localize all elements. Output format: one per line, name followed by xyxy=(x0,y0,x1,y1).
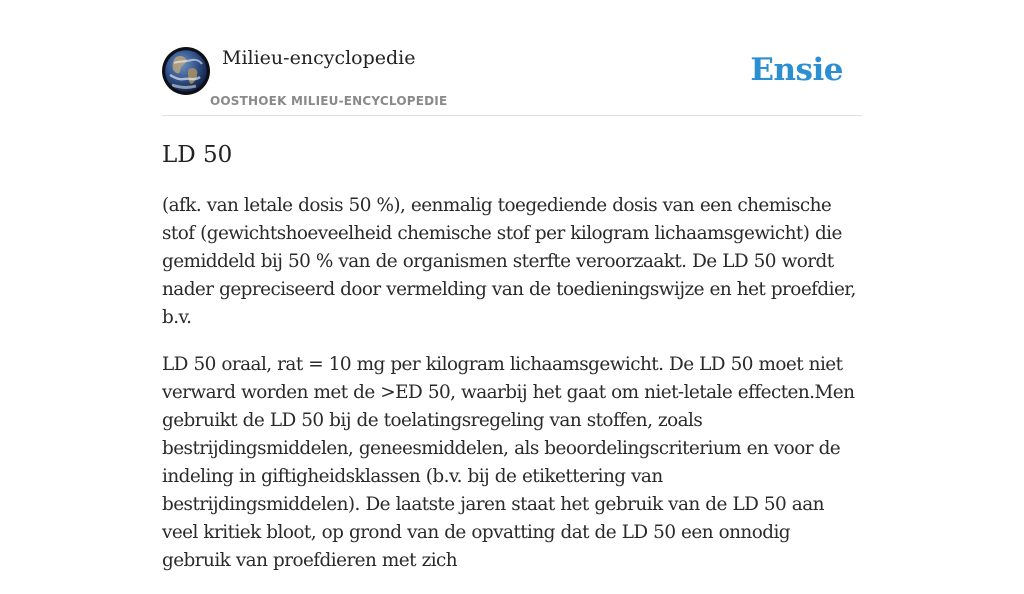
site-name[interactable]: Milieu-encyclopedie xyxy=(222,47,416,69)
article-paragraph: LD 50 oraal, rat = 10 mg per kilogram lichaamsgewicht. De LD 50 moet niet verward worden met de >ED 50, waarbij het gaat om niet-letale effecten.Men gebruikt de LD 50 bij de toelatingsregeling van stoffen, zoals bestrijdingsmiddelen, geneesmiddelen, als beoordelingscriterium en voor de indeling in giftigheidsklassen (b.v. bij de etikettering van bestrijdingsmiddelen). De laatste jaren staat het gebruik van de LD 50 aan veel kritiek bloot, op grond van de opvatting dat de LD 50 een onnodig gebruik van proefdieren met zich xyxy=(162,354,855,571)
article-paragraph: (afk. van letale dosis 50 %), eenmalig toegediende dosis van een chemische stof (gewichtshoeveelheid chemische stof per kilogram lichaamsgewicht) die gemiddeld bij 50 % van de organismen sterfte veroorzaakt. De LD 50 wordt nader gepreciseerd door vermelding van de toedieningswijze en het proefdier, b.v. xyxy=(162,195,856,328)
site-subtitle: OOSTHOEK MILIEU-ENCYCLOPEDIE xyxy=(210,94,448,108)
article-body xyxy=(162,192,862,594)
site-header xyxy=(162,0,862,116)
brand-logo[interactable]: Ensie xyxy=(750,52,843,88)
earth-globe-icon[interactable] xyxy=(162,47,210,95)
article-title: LD 50 xyxy=(162,142,233,168)
